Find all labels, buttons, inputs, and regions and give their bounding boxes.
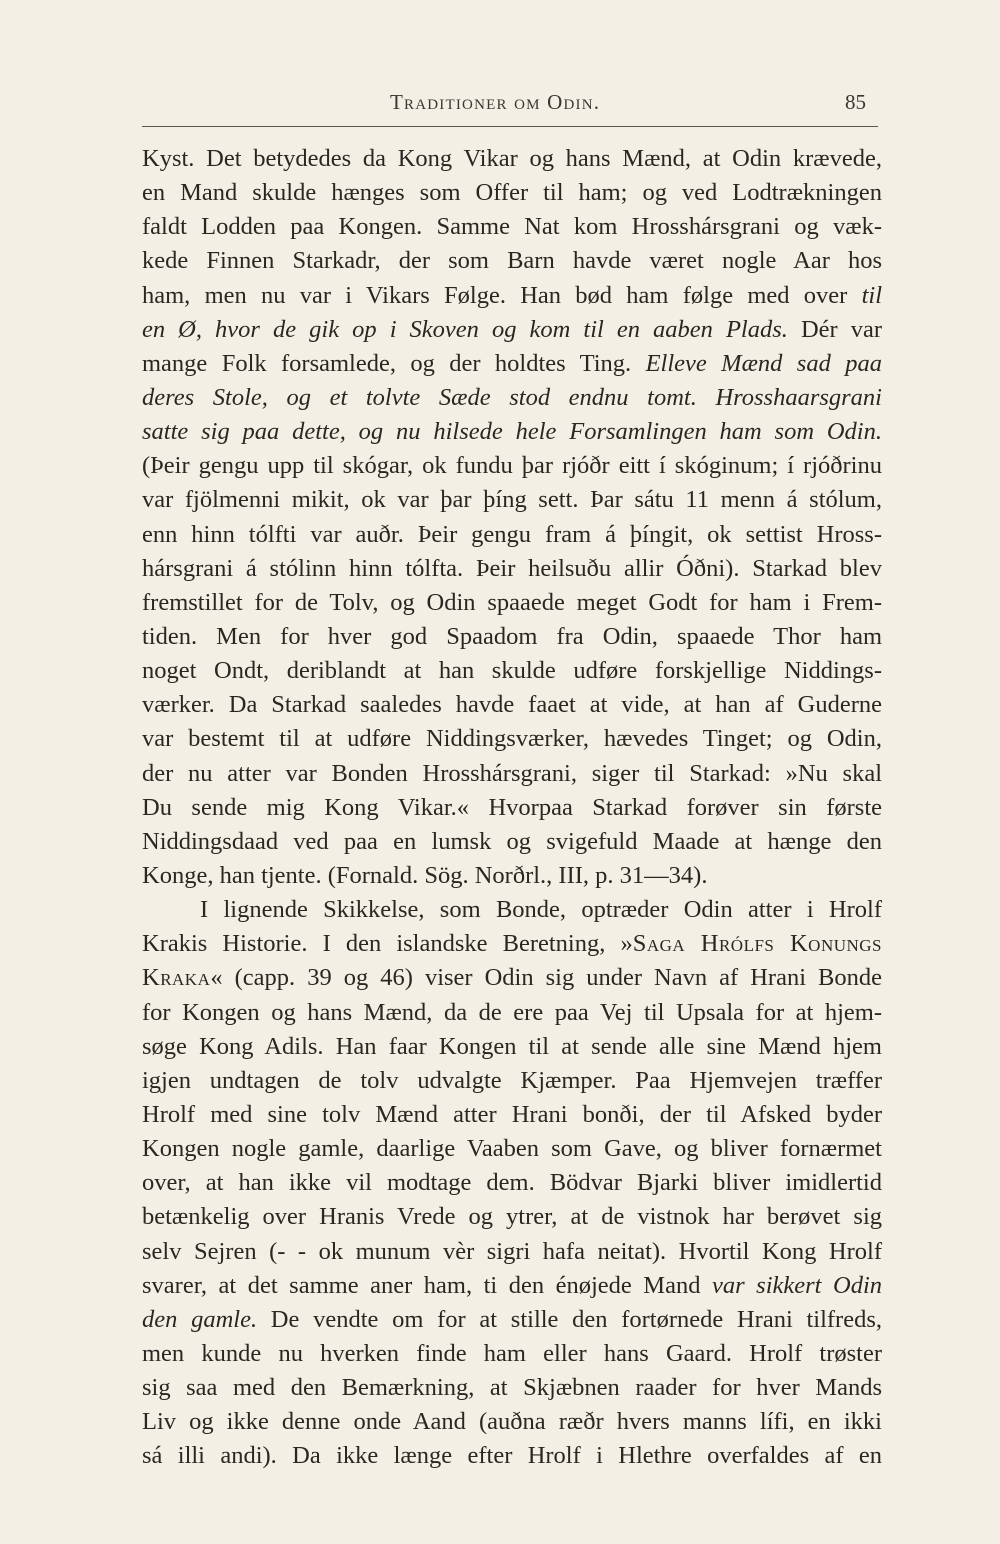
text-line [142,825,882,859]
text-line [142,654,882,688]
italic-text: til [861,281,882,309]
text-run: I lignende Skikkelse, som Bonde, optræder Odin atter i Hrolf [200,896,882,924]
text-run: for Kongen og hans Mænd, da de ere paa Vej til Upsala for at hjem- [142,998,882,1026]
text-line [142,1371,882,1405]
text-run: Liv og ikke denne onde Aand (auðna ræðr hvers manns lífi, en ikki [142,1408,882,1436]
text-line [142,722,882,756]
text-line [142,415,882,449]
text-run: De vendte om for at stille den fortørnede Hrani tilfreds, [257,1305,882,1333]
text-line [142,1235,882,1269]
text-line [142,210,882,244]
text-line [142,279,882,313]
text-run: men kunde nu hverken finde ham eller hans Gaard. Hrolf trøster [142,1339,882,1367]
text-run: mange Folk forsamlede, og der holdtes Ting. [142,349,646,377]
text-line [142,893,882,927]
text-run: igjen undtagen de tolv udvalgte Kjæmper. Paa Hjemvejen træffer [142,1066,882,1094]
text-run: (Þeir gengu upp til skógar, ok fundu þar rjóðr eitt í skóginum; í rjóðrinu [142,452,882,480]
text-run: svarer, at det samme aner ham, ti den énøjede Mand [142,1271,712,1299]
text-line [142,859,882,893]
text-line [142,688,882,722]
text-line [142,1030,882,1064]
text-run: værker. Da Starkad saaledes havde faaet at vide, at han af Guderne [142,691,882,719]
text-line [142,1337,882,1371]
text-line [142,381,882,415]
text-run: enn hinn tólfti var auðr. Þeir gengu fram á þíngit, ok settist Hross- [142,520,882,548]
text-run: over, at han ikke vil modtage dem. Bödvar Bjarki bliver imidlertid [142,1169,882,1197]
italic-text: en Ø, hvor de gik op i Skoven og kom til en aaben Plads. [142,315,788,343]
text-line [142,1166,882,1200]
running-head [142,88,878,120]
text-run: noget Ondt, deriblandt at han skulde udføre forskjellige Niddings- [142,657,882,685]
italic-text: deres Stole, og et tolvte Sæde stod endnu tomt. Hrosshaarsgrani [142,383,882,411]
text-line [142,552,882,586]
page-number: 85 [845,90,866,114]
text-line [142,1200,882,1234]
text-run: tiden. Men for hver god Spaadom fra Odin, spaaede Thor ham [142,622,882,650]
text-run: der nu atter var Bonden Hrosshársgrani, siger til Starkad: »Nu skal [142,759,882,787]
small-caps-text: Saga Hrólfs Konungs [632,930,883,958]
italic-text: satte sig paa dette, og nu hilsede hele Forsamlingen ham som Odin. [142,418,882,446]
text-run: var bestemt til at udføre Niddingsværker, hævedes Tinget; og Odin, [142,725,882,753]
text-line [142,1132,882,1166]
text-run: Konge, han tjente. (Fornald. Sög. Norðrl., III, p. 31—34). [142,861,708,889]
text-run: Niddingsdaad ved paa en lumsk og svigefuld Maade at hænge den [142,827,882,855]
italic-text: var sikkert Odin [712,1271,883,1299]
text-run: sig saa med den Bemærkning, at Skjæbnen raader for hver Mands [142,1374,882,1402]
italic-text: Elleve Mænd sad paa [645,349,882,377]
text-run: hársgrani á stólinn hinn tólfta. Þeir heilsuðu allir Óðni). Starkad blev [142,554,882,582]
text-run: Kongen nogle gamle, daarlige Vaaben som Gave, og bliver fornærmet [142,1135,882,1163]
text-line [142,1439,882,1473]
text-run: faldt Lodden paa Kongen. Samme Nat kom Hrosshársgrani og væk- [142,213,882,241]
body-text [142,142,882,1473]
text-run: « (capp. 39 og 46) viser Odin sig under Navn af Hrani Bonde [210,964,882,992]
text-line [142,620,882,654]
text-run: Kyst. Det betydedes da Kong Vikar og hans Mænd, at Odin krævede, [142,145,882,172]
text-run: ham, men nu var i Vikars Følge. Han bød ham følge med over [142,281,862,309]
text-line [142,1303,882,1337]
text-run: var fjölmenni mikit, ok var þar þíng sett. Þar sátu 11 menn á stólum, [142,486,882,514]
text-run: Du sende mig Kong Vikar.« Hvorpaa Starkad forøver sin første [142,793,882,821]
text-line [142,142,882,176]
text-line [142,347,882,381]
text-line [142,244,882,278]
text-run: selv Sejren (- - ok munum vèr sigri hafa neitat). Hvortil Kong Hrolf [142,1237,882,1265]
text-line [142,1405,882,1439]
small-caps-text: Kraka [142,964,211,992]
text-line [142,757,882,791]
text-line [142,961,882,995]
header-rule [142,126,878,127]
text-run: søge Kong Adils. Han faar Kongen til at sende alle sine Mænd hjem [142,1032,882,1060]
text-run: betænkelig over Hranis Vrede og ytrer, at de vistnok har berøvet sig [142,1203,882,1231]
text-run: Dér var [787,315,882,343]
running-title: Traditioner om Odin. [390,90,601,114]
text-line [142,791,882,825]
text-run: sá illi andi). Da ikke længe efter Hrolf i Hlethre overfaldes af en [142,1442,882,1470]
text-line [142,586,882,620]
italic-text: den gamle. [142,1305,258,1333]
text-run: Krakis Historie. I den islandske Beretning, » [142,930,633,958]
text-run: en Mand skulde hænges som Offer til ham; og ved Lodtrækningen [142,179,882,207]
text-run: Hrolf med sine tolv Mænd atter Hrani bonði, der til Afsked byder [142,1100,882,1128]
text-line [142,927,882,961]
text-line [142,1269,882,1303]
text-line [142,449,882,483]
text-line [142,313,882,347]
text-line [142,996,882,1030]
text-line [142,518,882,552]
text-line [142,1098,882,1132]
text-run: kede Finnen Starkadr, der som Barn havde været nogle Aar hos [142,247,882,275]
text-line [142,176,882,210]
text-run: fremstillet for de Tolv, og Odin spaaede meget Godt for ham i Frem- [142,588,882,616]
text-line [142,483,882,517]
text-line [142,1064,882,1098]
